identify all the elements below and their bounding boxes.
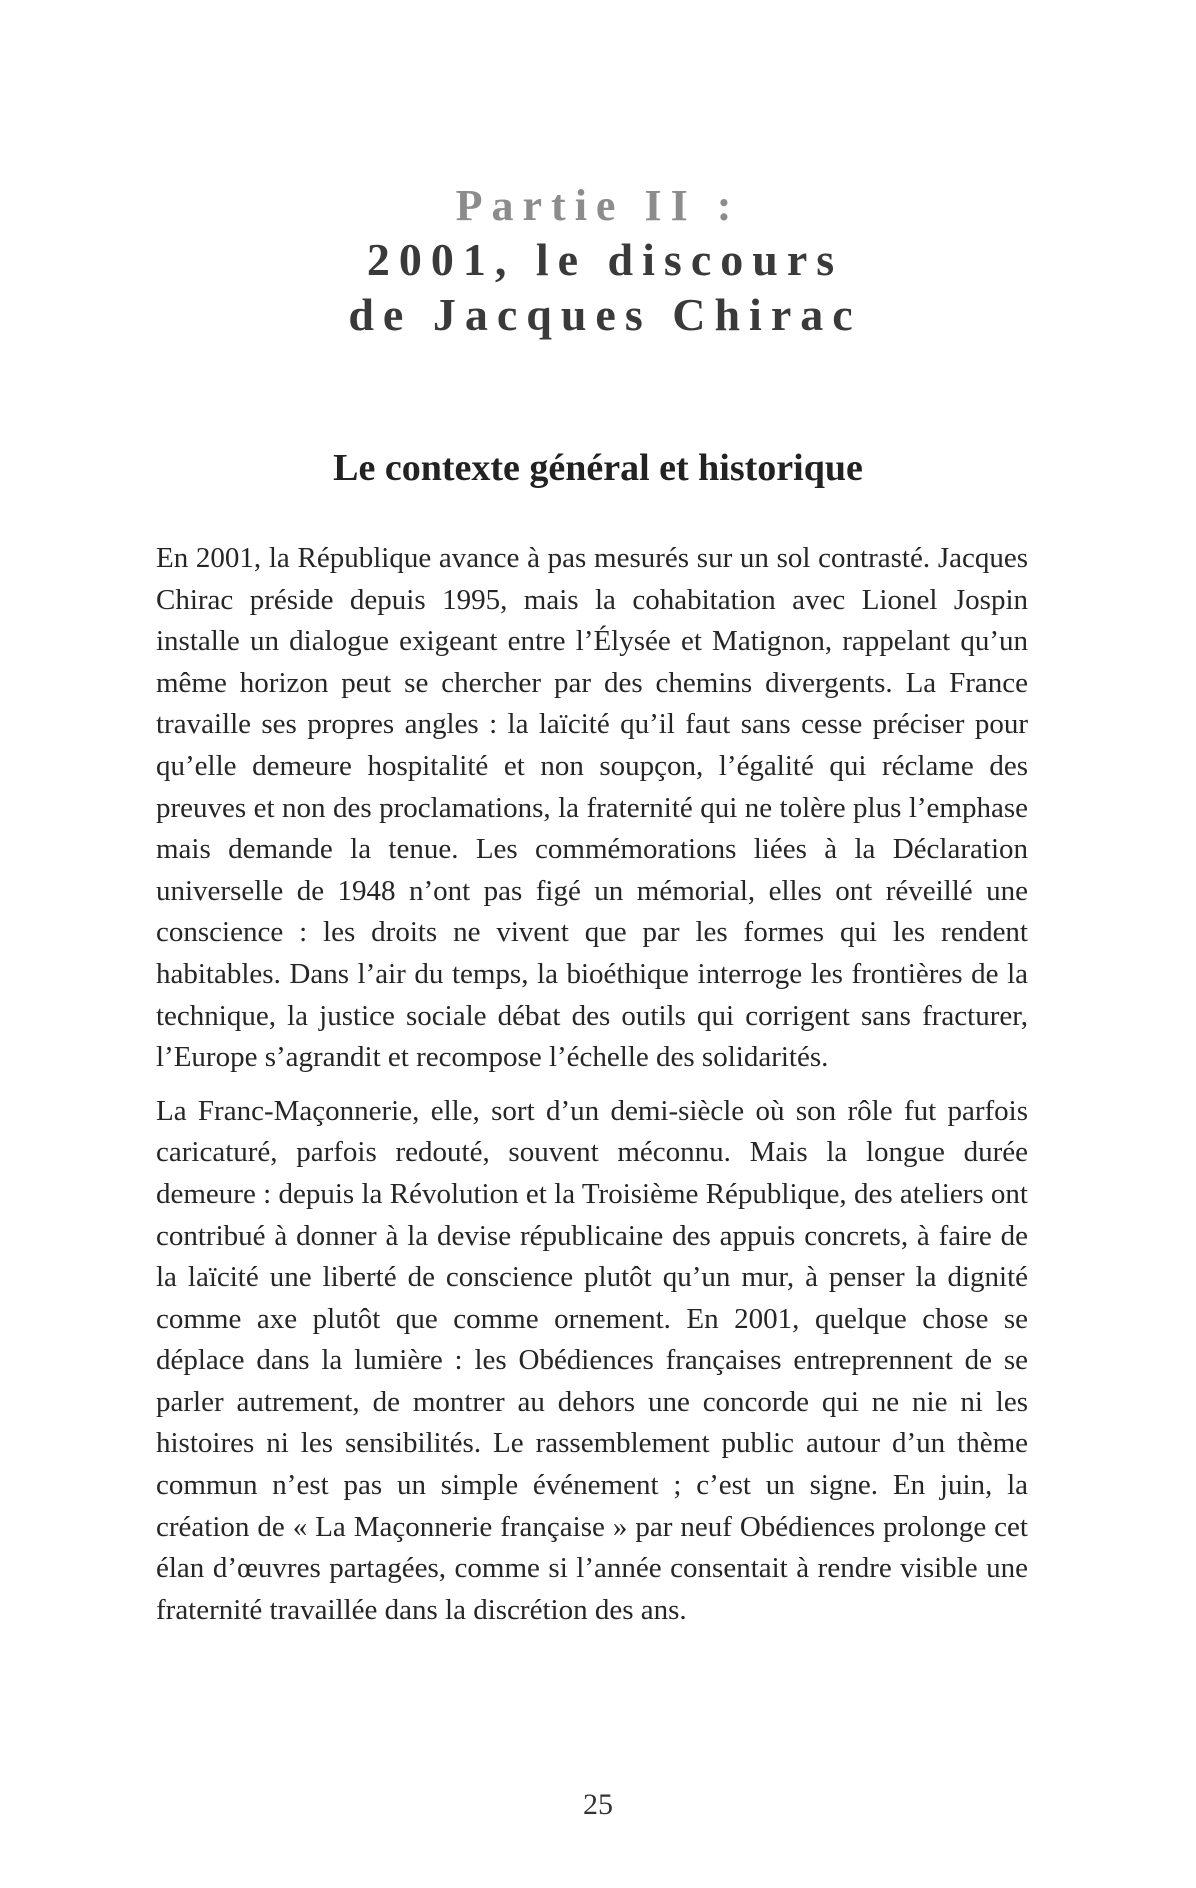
part-label: Partie II : <box>455 181 741 230</box>
section-heading: Le contexte général et historique <box>333 447 863 489</box>
paragraph-2: La Franc-Maçonnerie, elle, sort d’un demi-siècle où son rôle fut parfois caricaturé, parfois redouté, souvent méconnu. Mais la longue durée demeure : depuis la Révolution et la Troisième République, des ateliers ont contribué à donner à la devise républicaine des appuis concrets, à faire de la laïcité une liberté de conscience plutôt qu’un mur, à penser la dignité comme axe plutôt que comme ornement. En 2001, quelque chose se déplace dans la lumière : les Obédiences françaises entreprennent de se parler autrement, de montrer au dehors une concorde qui ne nie ni les histoires ni les sensibilités. Le rassemblement public autour d’un thème commun n’est pas un simple événement ; c’est un signe. En juin, la création de « La Maçonnerie française » par neuf Obédiences prolonge cet élan d’œuvres partagées, comme si l’année consentait à rendre visible une fraternité travaillée dans la discrétion des ans. <box>156 1094 1028 1626</box>
paragraph-1: En 2001, la République avance à pas mesurés sur un sol contrasté. Jacques Chirac préside depuis 1995, mais la cohabitation avec Lionel Jospin installe un dialogue exigeant entre l’Élysée et Matignon, rappelant qu’un même horizon peut se chercher par des chemins divergents. La France travaille ses propres angles : la laïcité qu’il faut sans cesse préciser pour qu’elle demeure hospitalité et non soupçon, l’égalité qui réclame des preuves et non des proclamations, la fraternité qui ne tolère plus l’emphase mais demande la tenue. Les commémorations liées à la Déclaration universelle de 1948 n’ont pas figé un mémorial, elles ont réveillé une conscience : les droits ne vivent que par les formes qui les rendent habitables. Dans l’air du temps, la bioéthique interroge les frontières de la technique, la justice sociale débat des outils qui corrigent sans fracturer, l’Europe s’agrandit et recompose l’échelle des solidarités. <box>156 542 1028 1074</box>
page-number: 25 <box>583 1788 613 1821</box>
body-text <box>156 538 1028 1643</box>
part-title-block <box>0 180 1196 342</box>
part-title-line-1: 2001, le discours <box>366 234 844 285</box>
part-title-line-2: de Jacques Chirac <box>348 289 862 340</box>
